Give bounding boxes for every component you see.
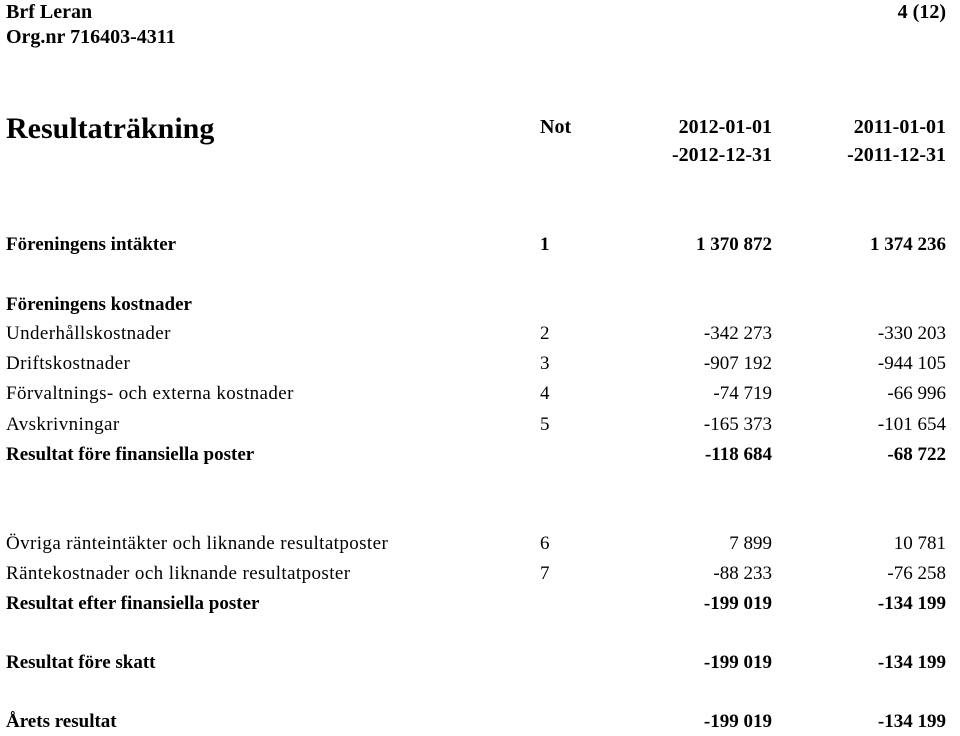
row-value-2011: -944 105 [877, 353, 946, 374]
row-value-2012: -118 684 [704, 444, 772, 465]
row-value-2012: -199 019 [703, 652, 772, 673]
period-2012-start: 2012-01-01 [678, 116, 772, 138]
row-value-2012: -165 373 [703, 414, 772, 435]
table-row [0, 350, 960, 378]
org-number: Org.nr 716403-4311 [6, 26, 176, 48]
row-label: Resultat före skatt [6, 652, 156, 673]
row-label: Avskrivningar [6, 414, 120, 435]
row-label: Resultat före finansiella poster [6, 444, 255, 465]
table-row [0, 231, 960, 259]
period-2012-end: -2012-12-31 [672, 144, 772, 166]
period-2011-end: -2011-12-31 [847, 144, 946, 166]
row-value-2011: -134 199 [877, 711, 946, 732]
column-header-period-2011 [847, 113, 946, 169]
row-label: Resultat efter finansiella poster [6, 593, 260, 614]
column-header-not: Not [540, 116, 572, 138]
table-row [0, 291, 960, 319]
row-label: Övriga ränteintäkter och liknande resultatposter [6, 533, 389, 554]
row-value-2012: -74 719 [713, 383, 772, 404]
table-row [0, 649, 960, 677]
table-row [0, 411, 960, 439]
row-label: Driftskostnader [6, 353, 131, 374]
row-note: 4 [540, 383, 550, 404]
row-value-2012: 7 899 [729, 533, 772, 554]
row-value-2011: -134 199 [877, 593, 946, 614]
row-value-2012: -342 273 [703, 323, 772, 344]
row-value-2012: -907 192 [703, 353, 772, 374]
row-note: 3 [540, 353, 550, 374]
row-value-2011: 1 374 236 [870, 234, 946, 255]
row-value-2011: -76 258 [887, 563, 946, 584]
row-value-2011: -66 996 [887, 383, 946, 404]
row-label: Räntekostnader och liknande resultatposter [6, 563, 351, 584]
row-note: 1 [540, 234, 550, 255]
row-value-2012: -199 019 [703, 711, 772, 732]
row-label: Föreningens intäkter [6, 234, 177, 255]
period-2011-start: 2011-01-01 [853, 116, 946, 138]
row-note: 7 [540, 563, 550, 584]
table-row [0, 380, 960, 408]
row-label: Föreningens kostnader [6, 294, 192, 315]
table-row [0, 560, 960, 588]
row-note: 2 [540, 323, 550, 344]
row-note: 5 [540, 414, 550, 435]
page-number: 4 (12) [897, 1, 946, 23]
row-value-2011: 10 781 [893, 533, 946, 554]
row-value-2012: -199 019 [703, 593, 772, 614]
row-value-2012: 1 370 872 [696, 234, 772, 255]
table-row [0, 708, 960, 736]
row-note: 6 [540, 533, 550, 554]
table-row [0, 530, 960, 558]
row-value-2011: -101 654 [877, 414, 946, 435]
row-label: Årets resultat [6, 711, 117, 732]
row-value-2011: -68 722 [887, 444, 946, 465]
row-value-2012: -88 233 [713, 563, 772, 584]
row-label: Underhållskostnader [6, 323, 171, 344]
table-row [0, 320, 960, 348]
row-value-2011: -330 203 [877, 323, 946, 344]
table-row [0, 441, 960, 469]
page-title: Resultaträkning [6, 112, 215, 145]
row-label: Förvaltnings- och externa kostnader [6, 383, 294, 404]
org-name: Brf Leran [6, 1, 93, 23]
header-left [6, 0, 176, 50]
table-row [0, 590, 960, 618]
column-header-period-2012 [672, 113, 772, 169]
row-value-2011: -134 199 [877, 652, 946, 673]
